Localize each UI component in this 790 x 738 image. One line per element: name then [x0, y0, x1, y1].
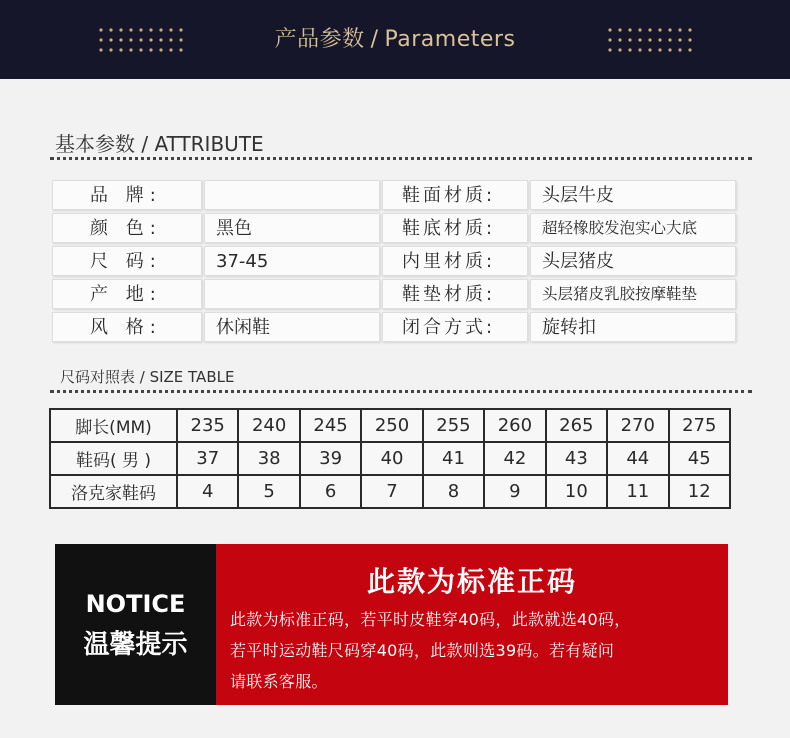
- attribute-row: [52, 312, 736, 344]
- notice-line: 此款为标准正码，若平时皮鞋穿40码，此款就选40码，: [230, 610, 631, 629]
- attribute-table: [52, 180, 736, 345]
- attribute-row: [52, 246, 736, 278]
- attribute-value: [204, 279, 380, 309]
- row-header: 脚长(MM): [50, 409, 177, 442]
- attribute-row: [52, 213, 736, 245]
- title-separator: /: [370, 27, 379, 52]
- attribute-value: 黑色: [204, 213, 380, 243]
- table-cell: 4: [177, 475, 238, 508]
- attribute-row: [52, 180, 736, 212]
- attribute-label: 内里材质:: [382, 246, 528, 276]
- table-row: [50, 442, 730, 475]
- attribute-label: 品 牌:: [52, 180, 202, 210]
- notice-badge: [55, 544, 216, 705]
- table-cell: 265: [546, 409, 607, 442]
- table-cell: 10: [546, 475, 607, 508]
- table-cell: 255: [423, 409, 484, 442]
- attribute-label: 鞋底材质:: [382, 213, 528, 243]
- table-cell: 250: [361, 409, 422, 442]
- table-row: [50, 409, 730, 442]
- table-cell: 9: [484, 475, 545, 508]
- table-cell: 270: [607, 409, 668, 442]
- table-cell: 39: [300, 442, 361, 475]
- table-cell: 5: [238, 475, 299, 508]
- table-cell: 235: [177, 409, 238, 442]
- table-cell: 42: [484, 442, 545, 475]
- table-cell: 12: [669, 475, 731, 508]
- attribute-value: 头层猪皮: [530, 246, 736, 276]
- table-cell: 240: [238, 409, 299, 442]
- dot-pattern-decoration: [607, 27, 693, 53]
- notice-headline: 此款为标准正码: [366, 565, 577, 598]
- notice-line: 若平时运动鞋尺码穿40码，此款则选39码。若有疑问: [230, 641, 615, 660]
- attribute-section-title: 基本参数 / ATTRIBUTE: [55, 132, 264, 156]
- table-cell: 40: [361, 442, 422, 475]
- attribute-value: 头层猪皮乳胶按摩鞋垫: [530, 279, 736, 309]
- attribute-label: 鞋垫材质:: [382, 279, 528, 309]
- attribute-value: 头层牛皮: [530, 180, 736, 210]
- notice-panel: [216, 544, 728, 705]
- attribute-label: 产 地:: [52, 279, 202, 309]
- row-header: 鞋码( 男 ): [50, 442, 177, 475]
- attribute-label: 鞋面材质:: [382, 180, 528, 210]
- row-header: 洛克家鞋码: [50, 475, 177, 508]
- title-cn: 产品参数: [274, 27, 365, 52]
- table-cell: 37: [177, 442, 238, 475]
- attribute-label: 闭合方式:: [382, 312, 528, 342]
- notice-body: [230, 604, 724, 697]
- table-cell: 7: [361, 475, 422, 508]
- table-cell: 260: [484, 409, 545, 442]
- table-cell: 8: [423, 475, 484, 508]
- size-table-title: 尺码对照表 / SIZE TABLE: [60, 368, 235, 386]
- table-cell: 41: [423, 442, 484, 475]
- table-cell: 38: [238, 442, 299, 475]
- notice-line: 请联系客服。: [230, 672, 328, 691]
- attribute-label: 风 格:: [52, 312, 202, 342]
- title-en: Parameters: [384, 27, 516, 52]
- attribute-label: 颜 色:: [52, 213, 202, 243]
- attribute-row: [52, 279, 736, 311]
- table-cell: 275: [669, 409, 731, 442]
- attribute-value: [204, 180, 380, 210]
- attribute-value: 休闲鞋: [204, 312, 380, 342]
- table-row: [50, 475, 730, 508]
- attribute-value: 旋转扣: [530, 312, 736, 342]
- notice-label-cn: 温馨提示: [83, 630, 188, 660]
- attribute-label: 尺 码:: [52, 246, 202, 276]
- dotted-divider: [50, 390, 752, 393]
- table-cell: 245: [300, 409, 361, 442]
- size-table: [49, 408, 731, 509]
- attribute-value: 37-45: [204, 246, 380, 276]
- table-cell: 6: [300, 475, 361, 508]
- attribute-value: 超轻橡胶发泡实心大底: [530, 213, 736, 243]
- dotted-divider: [50, 157, 752, 160]
- table-cell: 45: [669, 442, 731, 475]
- table-cell: 11: [607, 475, 668, 508]
- table-cell: 44: [607, 442, 668, 475]
- notice-label-en: NOTICE: [85, 590, 186, 618]
- table-cell: 43: [546, 442, 607, 475]
- header-banner: [0, 0, 790, 79]
